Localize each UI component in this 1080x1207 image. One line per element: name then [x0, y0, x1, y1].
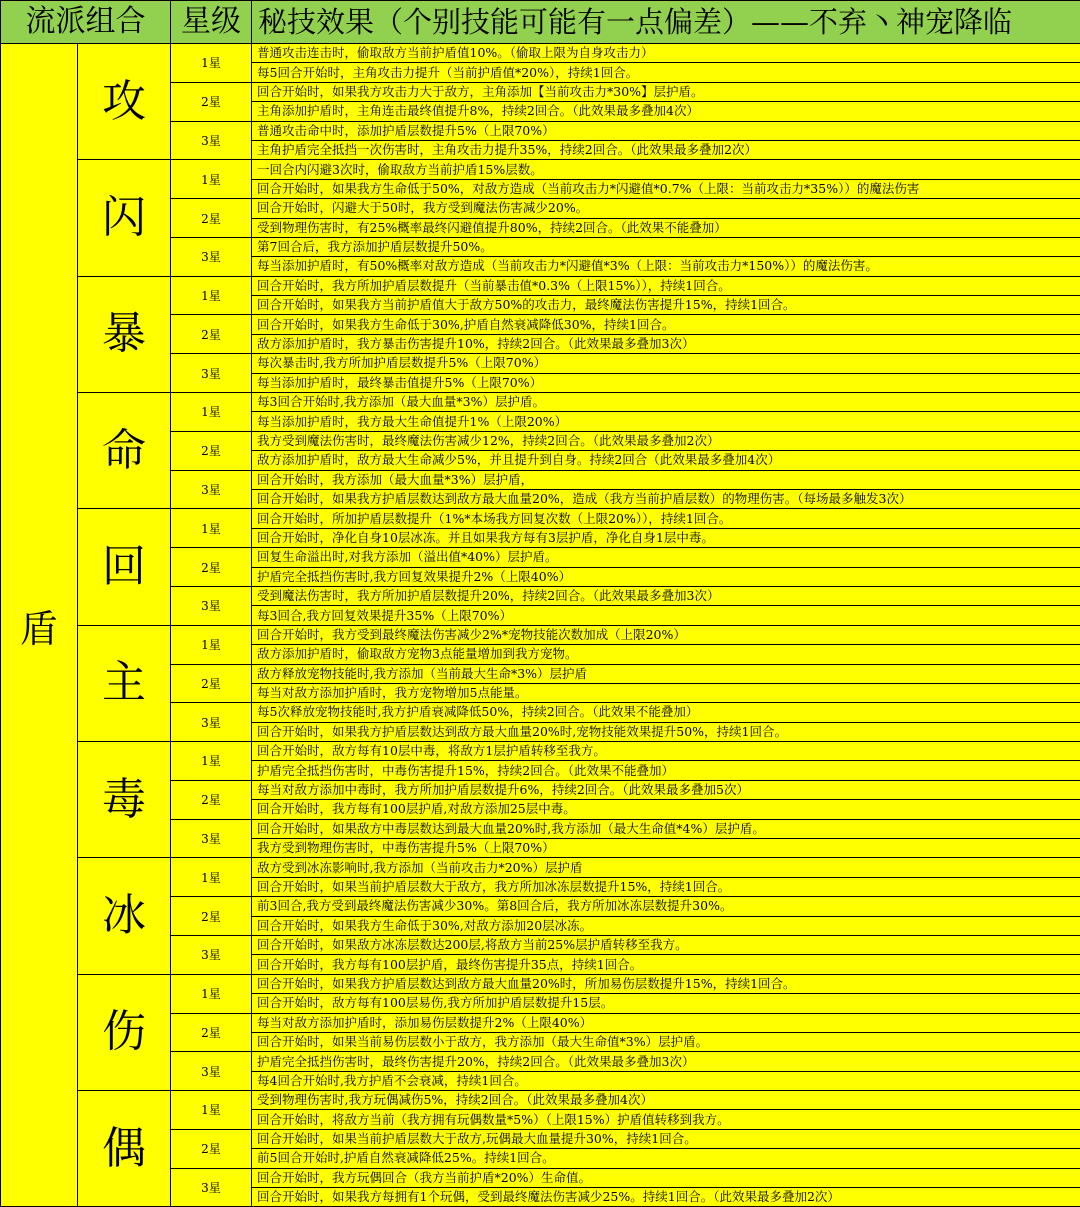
effect-row — [1, 509, 1080, 528]
effect-cell: 每次暴击时,我方所加护盾层数提升5%（上限70%） — [252, 354, 1080, 373]
star-level-cell: 1星 — [171, 858, 252, 897]
effect-cell: 回合开始时，我方添加（最大血量*3%）层护盾， — [252, 470, 1080, 489]
school-cell: 伤 — [78, 974, 171, 1090]
effect-cell: 回合开始时，如果我方生命低于30%,对敌方添加20层冰冻。 — [252, 916, 1080, 935]
star-level-cell: 1星 — [171, 393, 252, 432]
effect-cell: 回合开始时，我方每有100层护盾，最终伤害提升35点，持续1回合。 — [252, 955, 1080, 974]
effect-cell: 每当添加护盾时，最终暴击值提升5%（上限70%） — [252, 373, 1080, 392]
header-school-combo: 流派组合 — [1, 1, 171, 44]
effect-cell: 回合开始时，如果我方护盾层数达到敌方最大血量20%时,宠物技能效果提升50%，持续1回合。 — [252, 722, 1080, 741]
effect-cell: 回合开始时，净化自身10层冰冻。并且如果我方每有3层护盾，净化自身1层中毒。 — [252, 528, 1080, 547]
effect-cell: 敌方添加护盾时，我方暴击伤害提升10%，持续2回合。（此效果最多叠加3次） — [252, 334, 1080, 353]
header-skill-effect: 秘技效果（个别技能可能有一点偏差）——不弃丶神宠降临 — [252, 1, 1080, 44]
star-level-cell: 3星 — [171, 1168, 252, 1207]
effect-cell: 护盾完全抵挡伤害时,我方回复效果提升2%（上限40%） — [252, 567, 1080, 586]
effect-row — [1, 974, 1080, 993]
effect-cell: 回合开始时，如果敌方冰冻层数达200层,将敌方当前25%层护盾转移至我方。 — [252, 935, 1080, 954]
star-level-cell: 3星 — [171, 354, 252, 393]
star-level-cell: 3星 — [171, 121, 252, 160]
star-level-cell: 2星 — [171, 431, 252, 470]
category-cell: 盾 — [1, 44, 78, 1207]
effect-cell: 每3回合,我方回复效果提升35%（上限70%） — [252, 606, 1080, 625]
effect-cell: 每5回合开始时，主角攻击力提升（当前护盾值*20%），持续1回合。 — [252, 63, 1080, 82]
effect-cell: 第7回合后，我方添加护盾层数提升50%。 — [252, 237, 1080, 256]
effect-cell: 回合开始时，将敌方当前（我方拥有玩偶数量*5%）（上限15%）护盾值转移到我方。 — [252, 1110, 1080, 1129]
effect-cell: 回合开始时，敌方每有100层易伤,我方所加护盾层数提升15层。 — [252, 994, 1080, 1013]
effect-cell: 每当添加护盾时，有50%概率对敌方造成（当前攻击力*闪避值*3%（上限：当前攻击力*150%））的魔法伤害。 — [252, 257, 1080, 276]
effect-cell: 回合开始时，如果我方护盾层数达到敌方最大血量20%，造成（我方当前护盾层数）的物理伤害。（每场最多触发3次） — [252, 489, 1080, 508]
star-level-cell: 2星 — [171, 82, 252, 121]
effect-cell: 每当对敌方添加中毒时，我方所加护盾层数提升6%，持续2回合。（此效果最多叠加5次） — [252, 780, 1080, 799]
effect-cell: 回合开始时，如果我方生命低于30%,护盾自然衰减降低30%，持续1回合。 — [252, 315, 1080, 334]
effect-row — [1, 1091, 1080, 1110]
school-cell: 主 — [78, 625, 171, 741]
effect-cell: 普通攻击连击时，偷取敌方当前护盾值10%。（偷取上限为自身攻击力） — [252, 44, 1080, 63]
effect-cell: 受到魔法伤害时，我方所加护盾层数提升20%，持续2回合。（此效果最多叠加3次） — [252, 586, 1080, 605]
school-cell: 暴 — [78, 276, 171, 392]
effect-cell: 回合开始时，我方每有100层护盾,对敌方添加25层中毒。 — [252, 800, 1080, 819]
effect-cell: 回合开始时，如果我方护盾层数达到敌方最大血量20%时，所加易伤层数提升15%，持续1回合。 — [252, 974, 1080, 993]
star-level-cell: 1星 — [171, 160, 252, 199]
effect-cell: 普通攻击命中时，添加护盾层数提升5%（上限70%） — [252, 121, 1080, 140]
effect-cell: 回合开始时，如果当前护盾层数大于敌方，我方所加冰冻层数提升15%，持续1回合。 — [252, 877, 1080, 896]
effect-cell: 回合开始时，如果我方生命低于50%，对敌方造成（当前攻击力*闪避值*0.7%（上限：当前攻击力*35%））的魔法伤害 — [252, 179, 1080, 198]
effect-row — [1, 276, 1080, 295]
star-level-cell: 3星 — [171, 935, 252, 974]
effect-cell: 主角添加护盾时，主角连击最终值提升8%，持续2回合。（此效果最多叠加4次） — [252, 102, 1080, 121]
effect-cell: 回合开始时，如果当前易伤层数小于敌方，我方添加（最大生命值*3%）层护盾。 — [252, 1032, 1080, 1051]
effect-cell: 每当对敌方添加护盾时，我方宠物增加5点能量。 — [252, 683, 1080, 702]
effect-cell: 回复生命溢出时,对我方添加（溢出值*40%）层护盾。 — [252, 548, 1080, 567]
effect-cell: 每当添加护盾时，我方最大生命值提升1%（上限20%） — [252, 412, 1080, 431]
star-level-cell: 2星 — [171, 664, 252, 703]
star-level-cell: 1星 — [171, 509, 252, 548]
effect-row — [1, 160, 1080, 179]
star-level-cell: 2星 — [171, 780, 252, 819]
star-level-cell: 2星 — [171, 548, 252, 587]
effect-row — [1, 742, 1080, 761]
effect-cell: 回合开始时，敌方每有10层中毒，将敌方1层护盾转移至我方。 — [252, 742, 1080, 761]
school-cell: 毒 — [78, 742, 171, 858]
effect-row — [1, 625, 1080, 644]
star-level-cell: 2星 — [171, 199, 252, 238]
effect-cell: 回合开始时，我方玩偶回合（我方当前护盾*20%）生命值。 — [252, 1168, 1080, 1187]
effect-cell: 回合开始时，如果当前护盾层数大于敌方,玩偶最大血量提升30%，持续1回合。 — [252, 1129, 1080, 1148]
effect-cell: 回合开始时，我方受到最终魔法伤害减少2%*宠物技能次数加成（上限20%） — [252, 625, 1080, 644]
effect-cell: 受到物理伤害时，有25%概率最终闪避值提升80%，持续2回合。（此效果不能叠加） — [252, 218, 1080, 237]
effect-cell: 回合开始时，所加护盾层数提升（1%*本场我方回复次数（上限20%）），持续1回合。 — [252, 509, 1080, 528]
school-cell: 偶 — [78, 1091, 171, 1207]
effect-cell: 敌方添加护盾时，偷取敌方宠物3点能量增加到我方宠物。 — [252, 645, 1080, 664]
star-level-cell: 1星 — [171, 974, 252, 1013]
school-cell: 命 — [78, 393, 171, 509]
effect-cell: 前3回合,我方受到最终魔法伤害减少30%。第8回合后，我方所加冰冻层数提升30%。 — [252, 897, 1080, 916]
effect-cell: 敌方受到冰冻影响时,我方添加（当前攻击力*20%）层护盾 — [252, 858, 1080, 877]
star-level-cell: 1星 — [171, 742, 252, 781]
effect-cell: 回合开始时，如果我方每拥有1个玩偶，受到最终魔法伤害减少25%。持续1回合。（此效果最多叠加2次） — [252, 1188, 1080, 1207]
star-level-cell: 2星 — [171, 1013, 252, 1052]
effect-cell: 每3回合开始时,我方添加（最大血量*3%）层护盾。 — [252, 393, 1080, 412]
effect-cell: 前5回合开始时,护盾自然衰减降低25%。持续1回合。 — [252, 1149, 1080, 1168]
star-level-cell: 2星 — [171, 1129, 252, 1168]
effect-cell: 主角护盾完全抵挡一次伤害时，主角攻击力提升35%，持续2回合。（此效果最多叠加2次） — [252, 140, 1080, 159]
effect-cell: 我方受到魔法伤害时，最终魔法伤害减少12%，持续2回合。（此效果最多叠加2次） — [252, 431, 1080, 450]
effect-cell: 回合开始时，如果我方当前护盾值大于敌方50%的攻击力，最终魔法伤害提升15%，持续1回合。 — [252, 296, 1080, 315]
star-level-cell: 3星 — [171, 703, 252, 742]
star-level-cell: 1星 — [171, 276, 252, 315]
star-level-cell: 3星 — [171, 819, 252, 858]
header-row — [1, 1, 1080, 44]
star-level-cell: 3星 — [171, 237, 252, 276]
effect-cell: 敌方释放宠物技能时,我方添加（当前最大生命*3%）层护盾 — [252, 664, 1080, 683]
star-level-cell: 2星 — [171, 897, 252, 936]
star-level-cell: 1星 — [171, 44, 252, 83]
school-cell: 回 — [78, 509, 171, 625]
star-level-cell: 3星 — [171, 470, 252, 509]
effect-row — [1, 858, 1080, 877]
effect-cell: 回合开始时，如果敌方中毒层数达到最大血量20%时,我方添加（最大生命值*4%）层护盾。 — [252, 819, 1080, 838]
school-cell: 攻 — [78, 44, 171, 160]
effect-row — [1, 393, 1080, 412]
effect-cell: 护盾完全抵挡伤害时，中毒伤害提升15%，持续2回合。（此效果不能叠加） — [252, 761, 1080, 780]
school-cell: 冰 — [78, 858, 171, 974]
star-level-cell: 3星 — [171, 1052, 252, 1091]
effect-cell: 回合开始时，闪避大于50时，我方受到魔法伤害减少20%。 — [252, 199, 1080, 218]
star-level-cell: 3星 — [171, 586, 252, 625]
effect-cell: 每5次释放宠物技能时,我方护盾衰减降低50%，持续2回合。（此效果不能叠加） — [252, 703, 1080, 722]
effect-row — [1, 44, 1080, 63]
effect-cell: 每4回合开始时,我方护盾不会衰减，持续1回合。 — [252, 1071, 1080, 1090]
effect-cell: 一回合内闪避3次时，偷取敌方当前护盾15%层数。 — [252, 160, 1080, 179]
star-level-cell: 1星 — [171, 1091, 252, 1130]
effect-cell: 我方受到物理伤害时，中毒伤害提升5%（上限70%） — [252, 839, 1080, 858]
effect-cell: 敌方添加护盾时，敌方最大生命减少5%，并且提升到自身。持续2回合（此效果最多叠加4次） — [252, 451, 1080, 470]
star-level-cell: 1星 — [171, 625, 252, 664]
effect-cell: 每当对敌方添加护盾时，添加易伤层数提升2%（上限40%） — [252, 1013, 1080, 1032]
school-cell: 闪 — [78, 160, 171, 276]
effect-cell: 回合开始时，如果我方攻击力大于敌方，主角添加【当前攻击力*30%】层护盾。 — [252, 82, 1080, 101]
effect-cell: 护盾完全抵挡伤害时，最终伤害提升20%，持续2回合。（此效果最多叠加3次） — [252, 1052, 1080, 1071]
star-level-cell: 2星 — [171, 315, 252, 354]
header-star-level: 星级 — [171, 1, 252, 44]
effect-cell: 回合开始时，我方所加护盾层数提升（当前暴击值*0.3%（上限15%）），持续1回合。 — [252, 276, 1080, 295]
effect-cell: 受到物理伤害时,我方玩偶减伤5%，持续2回合。（此效果最多叠加4次） — [252, 1091, 1080, 1110]
